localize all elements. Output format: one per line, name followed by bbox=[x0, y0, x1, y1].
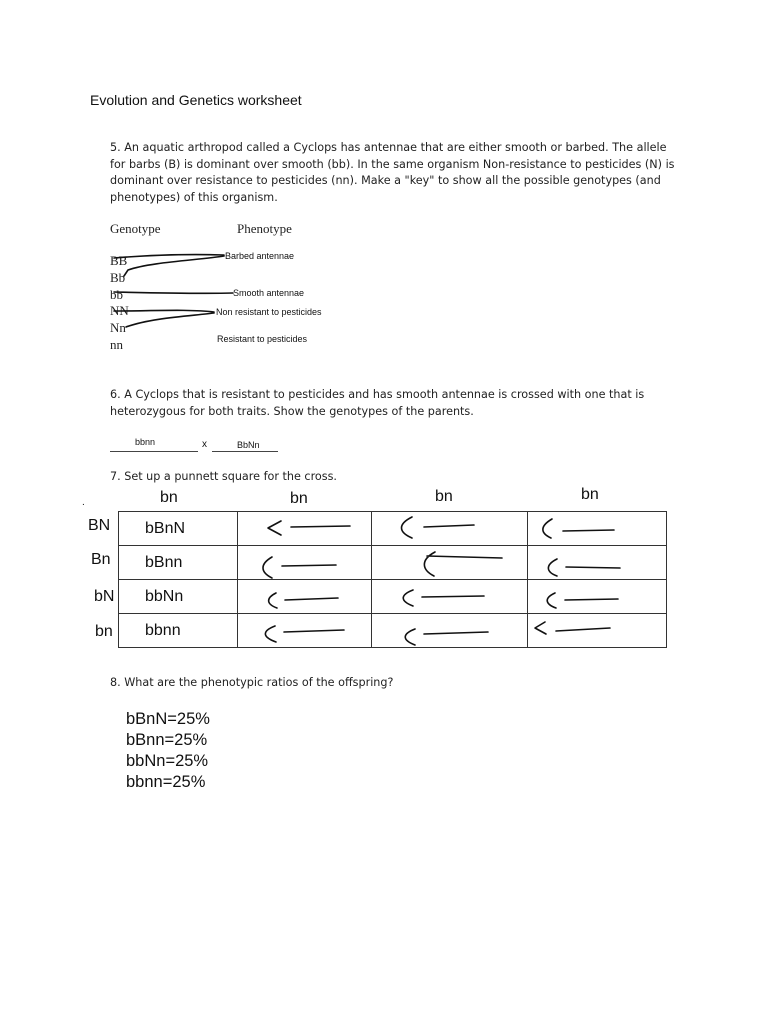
ditto-arrow-mark bbox=[543, 519, 614, 538]
parent2-genotype: BbNn bbox=[237, 440, 260, 450]
ditto-arrow-mark bbox=[268, 521, 350, 535]
worksheet-title: Evolution and Genetics worksheet bbox=[90, 92, 302, 108]
genotype-item: NN bbox=[110, 303, 129, 319]
stray-dot: . bbox=[82, 497, 85, 508]
ditto-arrow-mark bbox=[547, 593, 618, 608]
offspring-genotype: bBnn bbox=[145, 553, 183, 571]
column-header: bn bbox=[160, 489, 178, 506]
genotype-item: BB bbox=[110, 253, 128, 268]
ratio-answer: bBnN=25% bbox=[126, 710, 210, 728]
ratio-answer: bbnn=25% bbox=[126, 773, 206, 791]
offspring-genotype: bbNn bbox=[145, 587, 184, 605]
question-6-text: 6. A Cyclops that is resistant to pesticides and has smooth antennae is crossed with one that is heterozygous for both traits. Show the genotypes of the parents. bbox=[110, 388, 645, 418]
cross-symbol: x bbox=[202, 439, 207, 450]
phenotype-smooth: Smooth antennae bbox=[233, 288, 305, 298]
offspring-genotype: bBnN bbox=[145, 519, 186, 537]
row-header: Bn bbox=[91, 551, 111, 568]
genotype-item: Nn bbox=[110, 320, 126, 336]
genotype-item: nn bbox=[110, 336, 123, 352]
phenotype-resistant: Resistant to pesticides bbox=[217, 334, 308, 344]
ditto-arrow-mark bbox=[548, 559, 620, 576]
phenotype-header: Phenotype bbox=[237, 221, 292, 236]
parent1-genotype: bbnn bbox=[135, 437, 156, 447]
ditto-arrow-mark bbox=[424, 552, 502, 576]
question-5-text: 5. An aquatic arthropod called a Cyclops has antennae that are either smooth or barbed. The allele for barbs (B) is dominant over smooth (bb). In the same organism Non-resistance to pesticides (N) is dominant over resistance to pesticides (nn). Make a "key" to show all the possible genotypes (and phenotypes) of this organism. bbox=[110, 141, 675, 204]
ditto-arrow-mark bbox=[403, 590, 484, 606]
genotype-item: bb bbox=[110, 286, 123, 302]
phenotype-barbed: Barbed antennae bbox=[225, 251, 295, 261]
ditto-arrow-mark bbox=[402, 517, 475, 538]
genotype-header: Genotype bbox=[110, 221, 161, 236]
offspring-genotype: bbnn bbox=[145, 621, 181, 639]
column-header: bn bbox=[581, 486, 599, 503]
phenotype-non-resistant: Non resistant to pesticides bbox=[216, 307, 322, 317]
ditto-arrow-mark bbox=[535, 622, 610, 634]
row-header: bN bbox=[94, 588, 115, 605]
ratio-answer: bbNn=25% bbox=[126, 752, 209, 770]
ditto-arrow-mark bbox=[405, 629, 488, 645]
question-7-text: 7. Set up a punnett square for the cross. bbox=[110, 470, 337, 483]
question-8-text: 8. What are the phenotypic ratios of the offspring? bbox=[110, 676, 394, 689]
row-header: bn bbox=[95, 623, 113, 640]
ditto-arrow-mark bbox=[263, 557, 336, 578]
row-header: BN bbox=[88, 517, 111, 534]
ratio-answer: bBnn=25% bbox=[126, 731, 208, 749]
ditto-arrow-mark bbox=[265, 626, 344, 642]
ratio-answers bbox=[126, 709, 210, 793]
ditto-arrow-mark bbox=[269, 593, 338, 608]
column-header: bn bbox=[435, 488, 453, 505]
genotype-item: Bb bbox=[110, 269, 126, 285]
column-header: bn bbox=[290, 490, 308, 507]
